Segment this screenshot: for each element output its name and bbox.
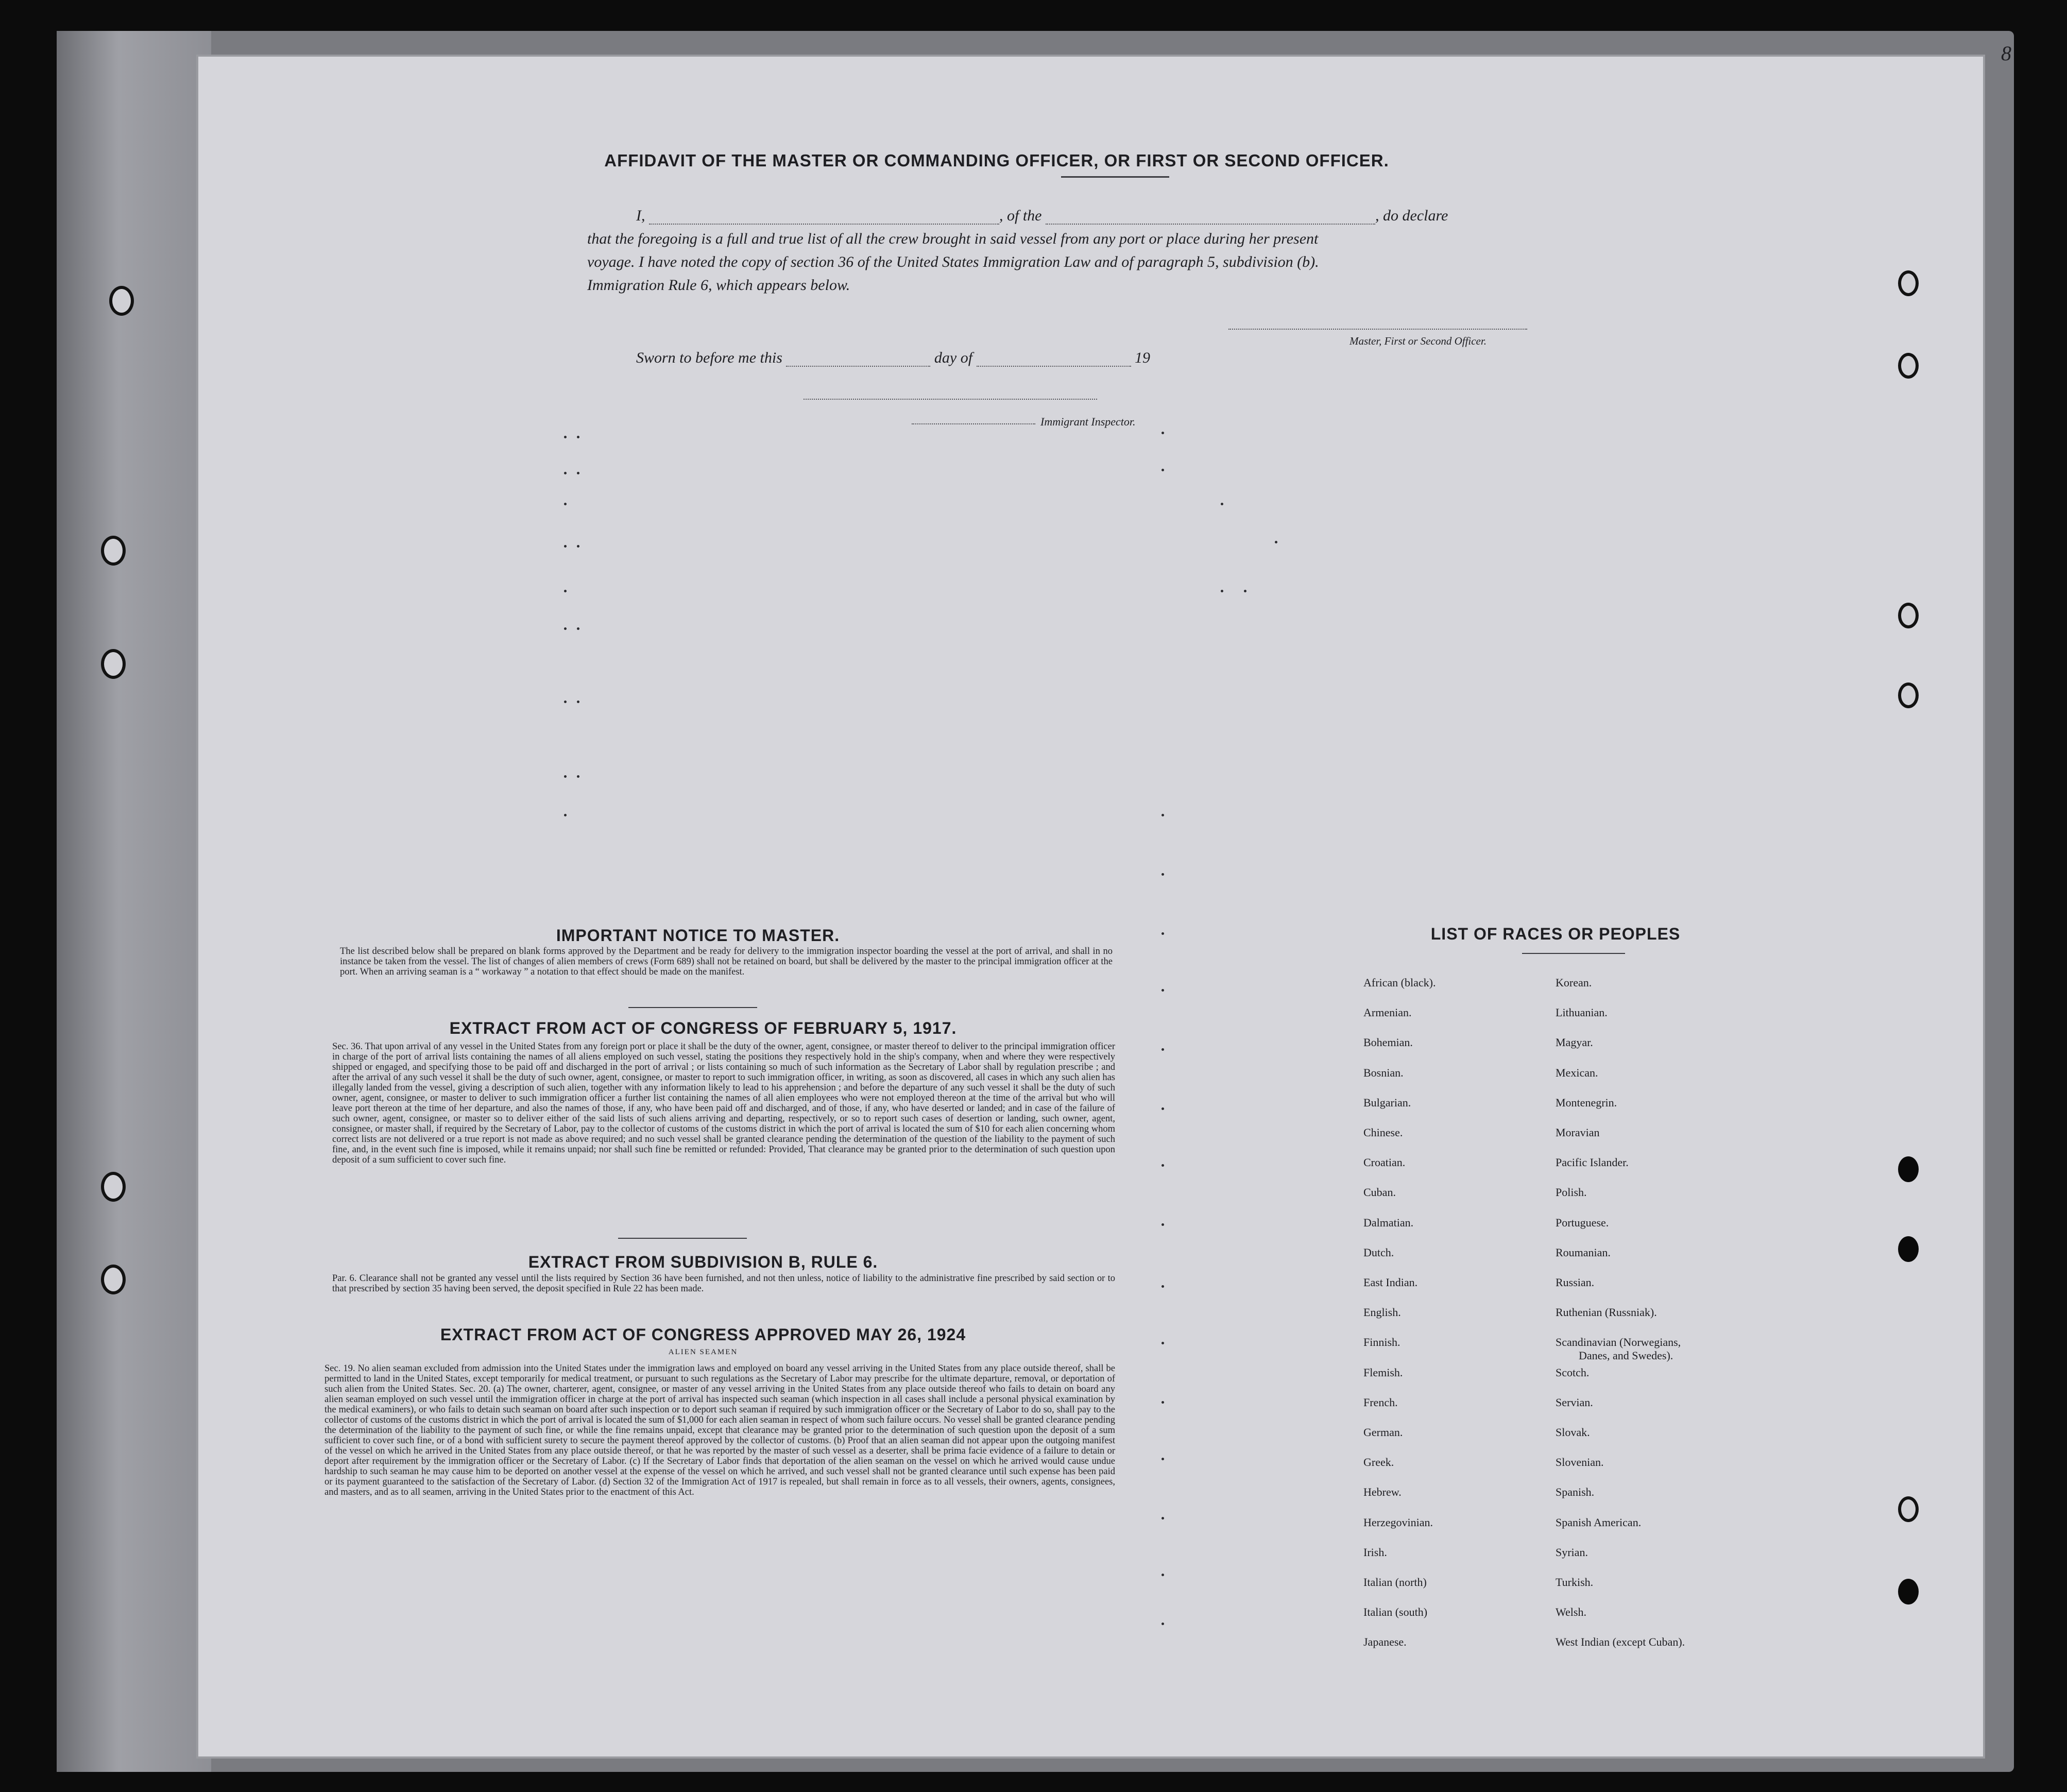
extract-rule6-title: EXTRACT FROM SUBDIVISION B, RULE 6. [528, 1253, 878, 1271]
print-mark [564, 503, 567, 505]
races-title: LIST OF RACES OR PEOPLES [1430, 925, 1681, 943]
sworn-prefix: Sworn to before me this [636, 349, 782, 366]
notice-body: The list described below shall be prepared on blank forms approved by the Department and be ready for delivery to the immigration inspector boarding the vessel at the port of arrival, and shall in no instance be taken from the vessel. The list of changes of alien members of crews (Form 689) shall not be retained on board, but shall be delivered by the master to the principal immigration officer at the port. When an arriving seaman is a “ workaway ” a notation to that effect should be made on the manifest. [340, 946, 1113, 977]
inspector-signature-line[interactable] [912, 423, 1035, 424]
print-mark [1161, 469, 1164, 471]
extract-1917-body: Sec. 36. That upon arrival of any vessel in the United States from any foreign port or place it shall be the duty of the owner, agent, consignee, or master thereof to deliver to the principal immigration officer in charge of the port of arrival lists containing the names of all aliens employed on such vessel, stating the positions they respectively hold in the ship's company, when and where they were respectively shipped or engaged, and specifying those to be paid off and discharged in the port of arrival ; or lists containing so much of such information as the Secretary of Labor shall by regulation prescribe ; and after the arrival of any such vessel it shall be the duty of such owner, agent, consignee, or master to report to such immigration officer, in writing, as soon as discovered, all cases in which any such alien has illegally landed from the vessel, giving a description of such alien, together with any information likely to lead to his apprehension ; and before the departure of any such vessel it shall be the duty of such owner, agent, consignee, or master to deliver to such immigration officer a further list containing the names of all alien employees who were not employed thereon at the time of the arrival but who will leave port thereon at the time of her departure, and also the names of those, if any, who have been paid off and discharged, and of those, if any, who have deserted or landed; and in case of the failure of such owner, agent, consignee, or master so to deliver either of the said lists of such aliens arriving and departing, respectively, or so to report such cases of desertion or landing, such owner, agent, consignee, or master shall, if required by the Secretary of Labor, pay to the collector of customs of the customs district in which the port of arrival is located the sum of $10 for each alien concerning whom correct lists are not delivered or a true report is not made as above required; and no such vessel shall be granted clearance pending the determination of the question of the liability to the payment of such fine, and, in the event such fine is imposed, while it remains unpaid; nor shall such fine be remitted or refunded: Provided, That clearance may be granted prior to the determination of such question upon deposit of a sum sufficient to cover such fine. [332, 1042, 1115, 1165]
print-mark [1221, 503, 1223, 505]
extract-1924-title: EXTRACT FROM ACT OF CONGRESS APPROVED MAY 26, 1924 [440, 1325, 966, 1344]
binder-hole [101, 536, 126, 566]
inspector-signature-line-top[interactable] [804, 399, 1097, 400]
race-item: Polish. [1556, 1186, 1587, 1199]
inspector-caption: Immigrant Inspector. [1040, 415, 1136, 428]
vessel-name-blank[interactable] [1046, 224, 1375, 225]
race-item: Chinese. [1363, 1126, 1403, 1139]
race-item: Slovak. [1556, 1426, 1590, 1439]
race-item: Portuguese. [1556, 1216, 1609, 1229]
print-mark [1161, 1517, 1164, 1520]
race-item: Mexican. [1556, 1066, 1598, 1079]
print-mark [1161, 1342, 1164, 1344]
punch-hole [1898, 1156, 1919, 1182]
race-item: Hebrew. [1363, 1486, 1402, 1498]
print-mark [1275, 541, 1277, 543]
race-item: Slovenian. [1556, 1456, 1604, 1469]
master-signature-line[interactable] [1228, 329, 1527, 330]
section-rule [628, 1007, 757, 1008]
print-mark [564, 627, 567, 630]
print-mark [1161, 1285, 1164, 1288]
sworn-day-blank[interactable] [786, 366, 930, 367]
print-mark [577, 436, 579, 438]
punch-hole [1898, 1236, 1919, 1262]
race-item: English. [1363, 1306, 1401, 1319]
race-item: Roumanian. [1556, 1246, 1611, 1259]
extract-1917-title: EXTRACT FROM ACT OF CONGRESS OF FEBRUARY 5, 1917. [449, 1019, 957, 1037]
race-item: Magyar. [1556, 1036, 1593, 1049]
race-item: Montenegrin. [1556, 1096, 1617, 1109]
punch-hole [1898, 1579, 1919, 1605]
print-mark [1161, 989, 1164, 992]
corner-page-number: 8 [2001, 42, 2011, 65]
extract-rule6-body: Par. 6. Clearance shall not be granted any vessel until the lists required by Section 36 have been furnished, and not then unless, notice of liability to the administrative fine prescribed by said section or to that prescribed by section 35 having been served, the deposit specified in Rule 22 has been made. [332, 1273, 1115, 1294]
race-item: Cuban. [1363, 1186, 1396, 1199]
title-rule [1061, 176, 1169, 178]
race-item: Japanese. [1363, 1635, 1407, 1648]
print-mark [1161, 873, 1164, 876]
race-item: Welsh. [1556, 1606, 1586, 1618]
binder-hole [101, 1172, 126, 1202]
sworn-day-label: day of [934, 349, 973, 366]
race-item: Ruthenian (Russniak). [1556, 1306, 1657, 1319]
binding-strip [57, 31, 211, 1772]
race-item: French. [1363, 1396, 1398, 1409]
print-mark [1161, 1623, 1164, 1625]
declarant-name-blank[interactable] [649, 224, 999, 225]
print-mark [564, 436, 567, 438]
race-item: Bohemian. [1363, 1036, 1413, 1049]
punch-hole [1898, 353, 1919, 379]
race-item: Pacific Islander. [1556, 1156, 1629, 1169]
print-mark [577, 545, 579, 548]
section-rule [618, 1238, 747, 1239]
race-item: Finnish. [1363, 1336, 1400, 1349]
print-mark [1161, 1164, 1164, 1167]
print-mark [564, 472, 567, 474]
punch-hole [1898, 1496, 1919, 1522]
declaration-line-3: voyage. I have noted the copy of section 36 of the United States Immigration Law and of paragraph 5, subdivision (b). [587, 253, 1319, 270]
race-item: Scotch. [1556, 1366, 1590, 1379]
race-item: Dutch. [1363, 1246, 1394, 1259]
race-item: Spanish. [1556, 1486, 1595, 1498]
declaration-line-2: that the foregoing is a full and true list of all the crew brought in said vessel from any port or place during her present [587, 230, 1319, 247]
print-mark [564, 701, 567, 703]
race-item: Korean. [1556, 976, 1592, 989]
race-item: Dalmatian. [1363, 1216, 1414, 1229]
race-item: West Indian (except Cuban). [1556, 1635, 1685, 1648]
race-item: Bosnian. [1363, 1066, 1404, 1079]
print-mark [1221, 590, 1223, 592]
of-the-text: , of the [999, 207, 1042, 224]
print-mark [1161, 1048, 1164, 1051]
race-item: Scandinavian (Norwegians, [1556, 1336, 1681, 1349]
print-mark [577, 472, 579, 474]
extract-1924-subtitle: ALIEN SEAMEN [668, 1348, 738, 1356]
sworn-line [636, 349, 1357, 367]
extract-1924-body: Sec. 19. No alien seaman excluded from admission into the United States under the immigration laws and employed on board any vessel arriving in the United States from any place outside thereof, shall be permitted to land in the United States, except temporarily for medical treatment, or pursuant to such regulations as the Secretary of Labor may prescribe for the ultimate departure, removal, or deportation of such alien from the United States. Sec. 20. (a) The owner, charterer, agent, consignee, or master of any vessel arriving in the United States from any place outside thereof who fails to detain on board any alien seaman employed on such vessel until the immigration officer in charge at the port of arrival has inspected such seaman (which inspection in all cases shall include a personal physical examination by the medical examiners), or who fails to detain such seaman on board after such inspection or to deport such seaman if required by such immigration officer or the Secretary of Labor to do so, shall pay to the collector of customs of the customs district in which the port of arrival is located the sum of $1,000 for each alien seaman in respect of whom such failure occurs. No vessel shall be granted clearance pending the determination of the liability to the payment of such fine, or while the fine remains unpaid, except that clearance may be granted prior to the determination of such question upon the deposit of a sum sufficient to cover such fine, or of a bond with sufficient surety to secure the payment thereof approved by the collector of customs. (b) Proof that an alien seaman did not appear upon the outgoing manifest of the vessel on which he arrived in the United States from any place outside thereof, or that he was reported by the master of such vessel as a deserter, shall be prima facie evidence of a failure to detain or deport after requirement by the immigration officer or the Secretary of Labor. (c) If the Secretary of Labor finds that deportation of the alien seaman on the vessel on which he arrived would cause undue hardship to such seaman he may cause him to be deported on another vessel at the expense of the vessel on which he arrived, and such vessel shall not be granted clearance until such expense has been paid or its payment guaranteed to the satisfaction of the Secretary of Labor. (d) Section 32 of the Immigration Act of 1917 is repealed, but shall remain in force as to all vessels, their owners, agents, consignees, and masters, and as to all seamen, arriving in the United States prior to the enactment of this Act. [324, 1363, 1115, 1497]
declaration-line-4: Immigration Rule 6, which appears below. [587, 277, 850, 294]
print-mark [1161, 432, 1164, 434]
affidavit-title: AFFIDAVIT OF THE MASTER OR COMMANDING OFFICER, OR FIRST OR SECOND OFFICER. [604, 151, 1389, 170]
race-item: Danes, and Swedes). [1579, 1349, 1673, 1362]
race-item: Irish. [1363, 1546, 1387, 1559]
race-item: African (black). [1363, 976, 1436, 989]
print-mark [1161, 814, 1164, 816]
print-mark [1161, 1107, 1164, 1110]
race-item: Herzegovinian. [1363, 1516, 1433, 1529]
print-mark [564, 590, 567, 592]
punch-hole [1898, 270, 1919, 296]
print-mark [1161, 1458, 1164, 1460]
race-item: Italian (north) [1363, 1576, 1427, 1589]
race-item: Russian. [1556, 1276, 1595, 1289]
punch-hole [1898, 682, 1919, 708]
race-item: Flemish. [1363, 1366, 1403, 1379]
declaration-line-1 [636, 207, 1769, 225]
race-item: Turkish. [1556, 1576, 1594, 1589]
print-mark [1244, 590, 1246, 592]
master-signature-caption: Master, First or Second Officer. [1349, 335, 1487, 347]
race-item: Servian. [1556, 1396, 1593, 1409]
race-item: East Indian. [1363, 1276, 1418, 1289]
race-item: Bulgarian. [1363, 1096, 1411, 1109]
race-item: Moravian [1556, 1126, 1600, 1139]
race-item: German. [1363, 1426, 1403, 1439]
race-item: Syrian. [1556, 1546, 1588, 1559]
punch-hole [1898, 603, 1919, 628]
race-item: Greek. [1363, 1456, 1394, 1469]
print-mark [1161, 1574, 1164, 1576]
declarant-prefix: I, [636, 207, 645, 224]
print-mark [564, 775, 567, 778]
print-mark [564, 814, 567, 816]
print-mark [1161, 1223, 1164, 1226]
races-rule [1522, 953, 1625, 954]
print-mark [577, 627, 579, 630]
manifest-page [198, 42, 2011, 1756]
print-mark [577, 701, 579, 703]
print-mark [564, 545, 567, 548]
sworn-month-blank[interactable] [977, 366, 1131, 367]
print-mark [1161, 1401, 1164, 1404]
race-item: Armenian. [1363, 1006, 1412, 1019]
race-item: Spanish American. [1556, 1516, 1642, 1529]
binder-hole [101, 649, 126, 679]
race-item: Italian (south) [1363, 1606, 1428, 1618]
race-item: Lithuanian. [1556, 1006, 1608, 1019]
race-item: Croatian. [1363, 1156, 1406, 1169]
print-mark [577, 775, 579, 778]
binder-hole [101, 1265, 126, 1294]
notice-title: IMPORTANT NOTICE TO MASTER. [556, 926, 840, 945]
do-declare-text: , do declare [1375, 207, 1448, 224]
sworn-year-label: 19 [1135, 349, 1151, 366]
print-mark [1161, 932, 1164, 935]
binder-hole [109, 286, 134, 316]
